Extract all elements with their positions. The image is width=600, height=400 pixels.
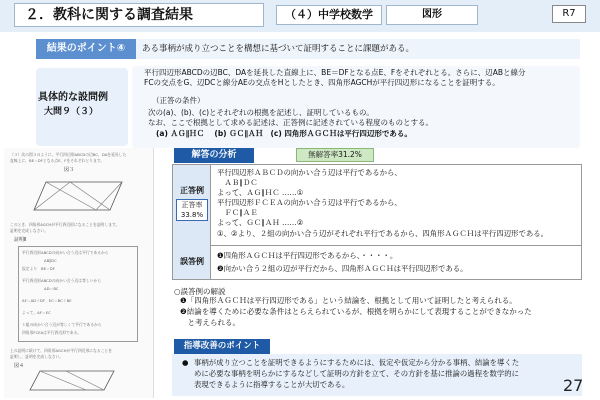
figure4-label: 図４ <box>14 363 25 369</box>
guidance-box <box>172 354 582 396</box>
problem-line: 次の(a)、(b)、(c)とそれぞれの根拠を記述し、証明しているもの。 <box>148 108 374 117</box>
test-paper-image: （３）次の図３のように、平行四辺形ABCDの辺BC、DAを延長した 直線上に、BE＝DFとなる点E、Fをそれぞれとります。 図３ このとき、四角形AGCHが平行四辺形になることを証明します。 証明を完成しなさい。 証明Ⅱ 平行四辺形ABCDの向かい合う辺は平行であるから AB∥DC 仮定より BE＝DF 平行四辺形ABCDの向かい合う辺は等しいから AD＝BC AF＝AD＋DF EC＝BC＋BE よって、AF＝EC １組の向かい合う辺が等しくて平行であるから 四角形FCEAは平行四辺形である。 上の証明に続けて、四角形AGCHが平行四辺形になることを 証明し、証明を完成しなさい。 図４ <box>4 148 154 398</box>
correct-example-label: 正答例 <box>180 186 204 195</box>
guidance-line: 事柄が成り立つことを証明できるようにするためには、仮定や仮定から分かる事柄、結論を導くた <box>194 358 520 367</box>
figure3-label: 図３ <box>64 167 75 173</box>
explanation-heading: ○誤答例の解説 <box>174 287 226 296</box>
problem-line: なお、ここで根拠として求める記述は、正答例に記述されている程度のものとする。 <box>148 118 433 127</box>
guidance-line: めに必要な事柄を明らかにするなどして証明の方針を立て、その方針を基に推論の過程を数学的に <box>194 369 520 378</box>
correct-line: ＡＢ∥ＤＣ <box>217 178 258 187</box>
correct-line: ＦＣ∥ＡＥ <box>217 208 258 217</box>
point-label: 結果のポイント④ <box>36 39 136 59</box>
proof-frame <box>18 246 138 342</box>
wrong-line: ❶四角形ＡＧＣＨは平行四辺形であるから、・・・・。 <box>217 251 398 260</box>
subject-label: （４）中学校数学 <box>276 5 382 25</box>
correct-line: 平行四辺形ＡＢＣＤの向かい合う辺は平行であるから、 <box>217 168 402 177</box>
problem-line: (a) ＡＧ∥ＨＣ (b) ＧＣ∥ＡＨ (c) 四角形ＡＧＣＨは平行四辺形である。 <box>156 129 412 138</box>
topic-label: 図形 <box>386 5 478 25</box>
correct-rate-label: 正答率 <box>181 201 203 209</box>
wrong-example-body <box>211 246 581 279</box>
problem-label: 具体的な設問例 <box>38 92 108 103</box>
figure3-parallelogram-diagram <box>26 176 136 216</box>
correct-line: 平行四辺形ＦＣＥＡの向かい合う辺は平行であるから、 <box>217 198 402 207</box>
correct-line: よって、ＧＣ∥ＡＨ ……② <box>217 218 304 227</box>
analysis-label: 解答の分析 <box>174 148 254 163</box>
problem-number: 大問９（３） <box>44 107 99 117</box>
wrong-line: ❷向かい合う２組の辺が平行だから、四角形ＡＧＣＨは平行四辺形である。 <box>217 264 468 273</box>
correct-rate-value: 33.8% <box>180 211 204 219</box>
wrong-example-header-cell <box>173 245 211 279</box>
correct-line: よって、ＡＧ∥ＨＣ ……① <box>217 188 304 197</box>
year-code: R7 <box>552 5 586 23</box>
proof-label: 証明Ⅱ <box>14 237 27 243</box>
no-response-rate-badge: 無解答率31.2% <box>296 148 374 162</box>
guidance-label: 指導改善のポイント <box>174 339 270 354</box>
explanation-line: ❶「四角形ＡＧＣＨは平行四辺形である」という結論を、根拠として用いて証明したと考えられる。 <box>180 296 517 305</box>
problem-line: （正答の条件） <box>152 96 205 105</box>
point-text: ある事柄が成り立つことを構想に基づいて証明することに課題がある。 <box>136 39 580 59</box>
problem-line: FCの交点をG、辺DCと線分AEの交点をHとしたとき、四角形AGCHが平行四辺形になることを証明する。 <box>144 78 500 87</box>
correct-example-header-cell <box>173 165 211 245</box>
correct-rate-box <box>176 199 208 221</box>
problem-line: 平行四辺形ABCDの辺BC、DAを延長した直線上に、BE＝DFとなる点E、Fをそれぞれとる。さらに、辺ABと線分 <box>144 68 526 77</box>
correct-example-body <box>211 165 581 245</box>
wrong-example-label: 誤答例 <box>180 257 204 266</box>
problem-body <box>132 66 580 148</box>
page-number: 27 <box>563 376 584 395</box>
explanation-body <box>180 296 580 336</box>
correct-line: ①、②より、２組の向かい合う辺がそれぞれ平行であるから、四角形ＡＧＣＨは平行四辺形である。 <box>217 229 549 238</box>
section-title: ２．教科に関する調査結果 <box>14 3 264 27</box>
explanation-line: と考えられる。 <box>180 318 240 327</box>
figure4-diagram <box>26 368 126 394</box>
guidance-line: 表現できるように指導することが大切である。 <box>194 380 350 389</box>
explanation-line: ❷結論を導くために必要な条件はとらえられているが、根拠を明らかにして表現することができなかった <box>180 307 532 316</box>
bullet-icon: ● <box>182 358 189 367</box>
